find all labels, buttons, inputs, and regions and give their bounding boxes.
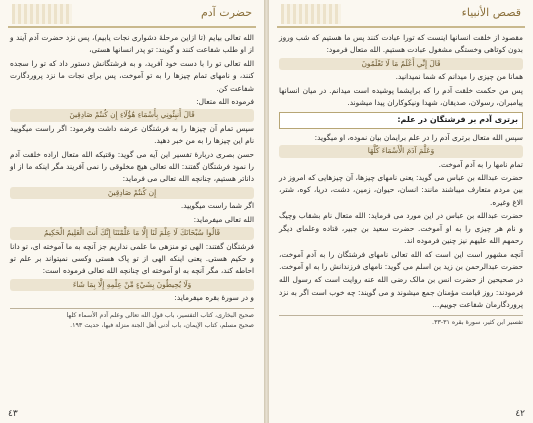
paragraph: مقصود از خلقت انسانها اینست که تورا عبادت کنند پس ما هستیم که شب وروز بدون کوتاهی وخستگی مشغول عبادت هستیم. الله متعال فرمود: (279, 33, 523, 55)
paragraph: حسن بصری دربارهٔ تفسیر این آیه می گوید: وقتیکه الله متعال اراده خلقت آدم را نمود فرشتگان گفتند: الله تعالی هیچ مخلوقی را نمی آفریند مگر اینکه ما از او داناتر هستیم، چنانچه الله تعالی می فرماید: (10, 149, 254, 184)
paragraph: فرشتگان گفتند: الهی تو منزهی ما علمی نداریم جز آنچه به ما آموخته ای، تو دانا و حکیم هستی. یعنی اینکه الهی از تو پاک هستی وکسی نمیتواند بر علم تو احاطه کند، مگر آنچه به او آموخته ای چنانچه الله تعالی فرموده است: (10, 241, 254, 276)
paragraph: همانا من چیزی را میدانم که شما نمیدانید. (395, 72, 523, 82)
footnote: صحیح مسلم، کتاب الإیمان، باب أدنی أهل الجنة منزلة فیها، حدیث ۱۹۳. (70, 321, 254, 329)
paragraph: الله تعالی تو را با دست خود آفرید، و به فرشتگانش دستور داد که تو را سجده کنند، و نامهای تمام چیزها را به تو آموخت، پس برای نجات ما نزد پروردگارت شفاعت کن. (10, 58, 254, 93)
right-page-header (277, 4, 525, 28)
paragraph: اگر شما راست میگویید. (180, 201, 254, 211)
header-ornament (281, 4, 341, 24)
paragraph: الله تعالی بیایم (تا ازاین مرحلهٔ دشواری نجات یابیم)، پس نزد حضرت آدم آیند و از او طلب شفاعت کنند و گویند: تو پدر انسانها هستی، (10, 33, 254, 55)
paragraph: فرموده الله متعال: (196, 97, 254, 107)
quran-verse: إِن كُنتُمْ صَادِقِينَ (10, 187, 254, 199)
footnote: صحیح البخاری، کتاب التفسیر، باب قول الله تعالی وعلم آدم الأسماء کلها (66, 311, 254, 319)
paragraph: آنچه مشهور است این است که الله تعالی نامهای فرشتگان را به آدم آموخت، حضرت عبدالرحمن بن زید بن اسلم می گوید: نامهای فرزندانش را به او آموخت. (279, 249, 523, 271)
section-heading: برتری آدم بر فرشتگان در علم: (279, 112, 523, 128)
footnotes (279, 315, 523, 328)
paragraph: پس من حکمت خلقت آدم را که برایشما پوشیده است میدانم. در میان انسانها پیامبران، رسولان، صدیقان، شهدا ونیکوکاران پیدا میشوند. (279, 85, 523, 108)
page-number: ٤٢ (515, 409, 525, 419)
left-page-header (8, 4, 256, 28)
paragraph: الله تعالی میفرماید: (193, 214, 254, 224)
paragraph: سپس تمام آن چیزها را به فرشتگان عرضه داشت وفرمود: اگر راست میگویید نام این چیزها را به من خبر دهید. (10, 123, 254, 146)
right-page-body (279, 32, 523, 401)
quran-verse: قَالَ أَنبِئُونِي بِأَسْمَاءِ هَٰؤُلَاءِ إِن كُنتُمْ صَادِقِينَ (10, 109, 254, 121)
footnote: تفسیر ابن کثیر، سورهٔ بقره ۳۱-۳۳. (432, 318, 523, 326)
left-page-body (10, 32, 254, 401)
paragraph: حضرت عبدالله بن عباس می گوید: یعنی نامهای چیزها، آن چیزهایی که امروز در بین مردم متعارف میباشند مانند: انسان، حیوان، زمین، دشت، دریا، کوه، شتر، الاغ وغیره. (279, 173, 523, 207)
left-page-title: حضرت آدم (200, 6, 252, 19)
right-page-title: قصص الأنبیاء (461, 6, 521, 19)
paragraph: حضرت عبدالله بن عباس در این مورد می فرماید: الله متعال نام بشقاب وچیگ و نام هر چیزی را به او آموخت. حضرت سعید بن جبیر، قتاده وعلمای دیگر رحمهم الله علیهم نیز چنین فرموده اند. (279, 211, 523, 246)
left-page (0, 0, 265, 423)
paragraph: در صحیحین از حضرت انس بن مالک رضی الله عنه روایت است که رسول الله فرمودند: روز قیامت مؤمنان جمع میشوند و می گویند: چه خوب است اگر به نزد پروردگارمان شفاعت جوییم... (279, 275, 523, 310)
page-number: ٤٣ (8, 409, 18, 419)
quran-verse: قَالَ إِنِّي أَعْلَمُ مَا لَا تَعْلَمُونَ (279, 58, 523, 70)
quran-verse: وَلَا يُحِيطُونَ بِشَيْءٍ مِّنْ عِلْمِهِ إِلَّا بِمَا شَاءَ (10, 279, 254, 291)
header-ornament (12, 4, 72, 24)
quran-verse: وَعَلَّمَ آدَمَ الْأَسْمَاءَ كُلَّهَا (279, 145, 523, 157)
paragraph: و در سورهٔ بقره میفرماید: (174, 293, 254, 303)
right-page (268, 0, 533, 423)
footnotes (10, 308, 254, 331)
quran-verse: قَالُوا سُبْحَانَكَ لَا عِلْمَ لَنَا إِلَّا مَا عَلَّمْتَنَا إِنَّكَ أَنتَ الْعَلِيمُ الْحَكِيمُ (10, 227, 254, 239)
paragraph: سپس الله متعال برتری آدم را در علم برایمان بیان نموده، او میگوید: (314, 132, 523, 142)
paragraph: تمام نامها را به آدم آموخت. (438, 159, 523, 169)
